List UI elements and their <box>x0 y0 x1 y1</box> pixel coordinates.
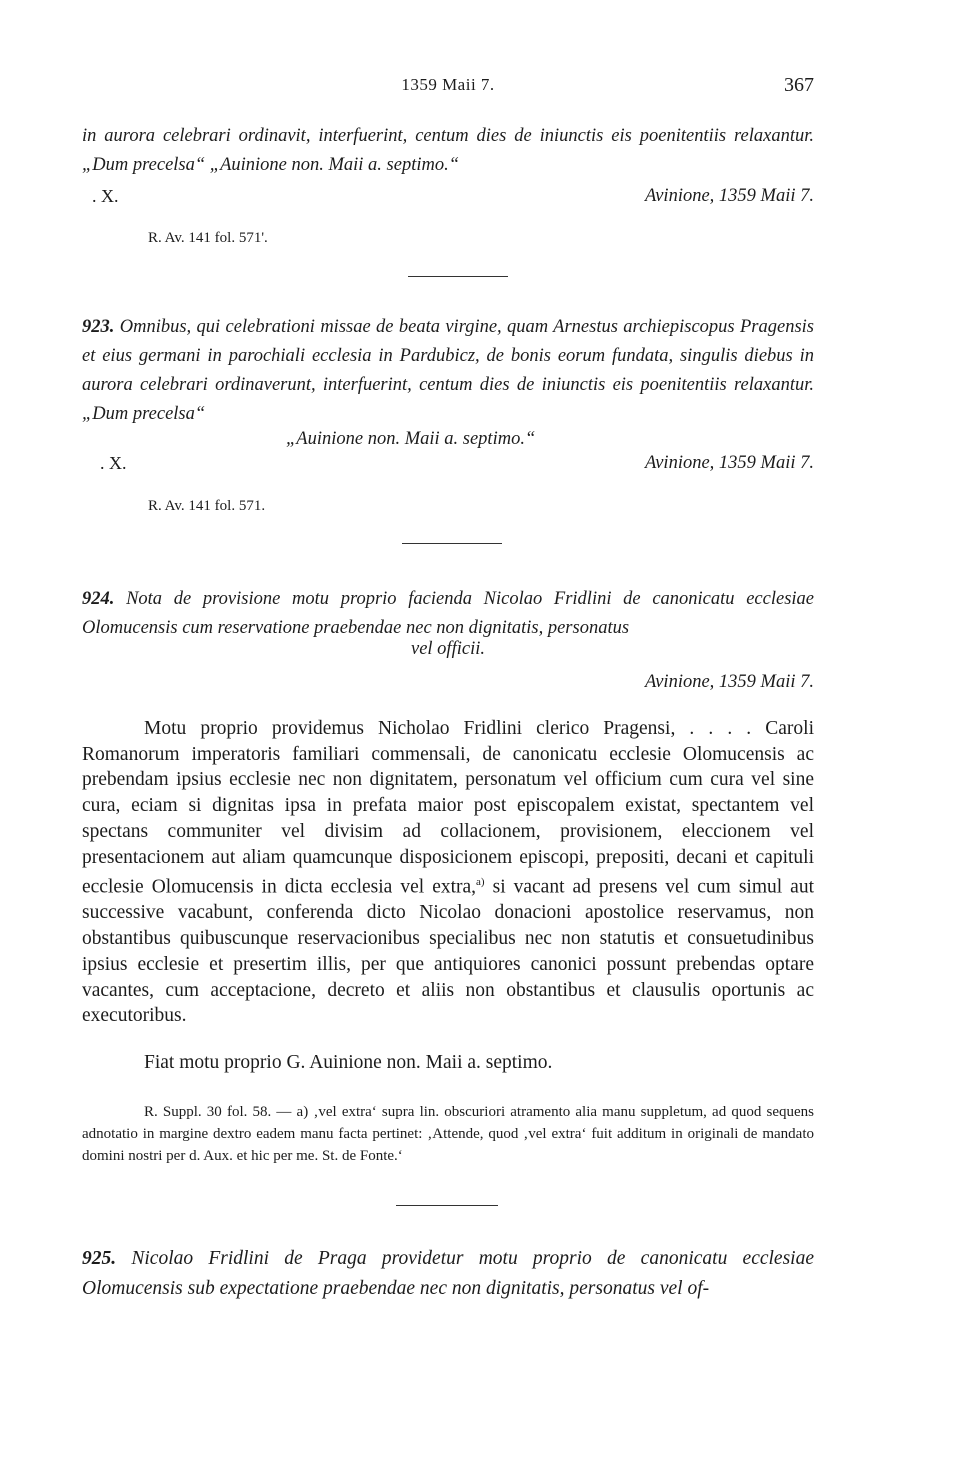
entry-923-text <box>82 313 814 429</box>
prev-entry-text: in aurora celebrari ordinavit, interfuerint, centum dies de iniunctis eis poenitentiis relaxantur. „Dum precelsa“ „Auinione non. Maii a. septimo.“ <box>82 126 814 175</box>
entry-924-title-end: vel officii. <box>411 639 485 659</box>
running-head: 1359 Maii 7. <box>401 75 495 94</box>
prev-entry-mark: . X. <box>92 186 119 206</box>
entry-924-fiat: Fiat motu proprio G. Auinione non. Maii a. septimo. <box>144 1052 553 1073</box>
entry-924-number: 924. <box>82 589 115 609</box>
entry-923-dateline <box>82 453 814 479</box>
prev-entry-source: R. Av. 141 fol. 571'. <box>148 230 268 246</box>
prev-entry-dateline <box>82 186 814 212</box>
separator-rule <box>408 276 508 277</box>
entry-924-footnote: R. Suppl. 30 fol. 58. — a) ‚vel extra‘ supra lin. obscuriori atramento alia manu suppletum, ad quod sequens adnotatio in margine dextro eadem manu facta pertinet: ‚Attende, quod ‚vel extra‘ fuit additum in originali de mandato domini nostri per d. Aux. et hic per me. St. de Fonte.‘ <box>82 1104 814 1164</box>
entry-925-number: 925. <box>82 1248 117 1269</box>
entry-923-source: R. Av. 141 fol. 571. <box>148 498 266 514</box>
page-number: 367 <box>784 74 814 96</box>
entry-924-title <box>82 585 814 643</box>
entry-924-body-rest: si vacant ad presens vel cum simul aut successive vacabunt, conferenda dicto Nicolao donacioni apostolice reservamus, non obstantibus quibuscunque reservacionibus specialibus nec non statutis et consuetudinibus ipsius ecclesie et presertim illis, per que antiquiores canonici possunt prebendas optare vacantes, cum acceptacione, decreto et aliis non obstantibus et clausulis oportunis ac executoribus. <box>82 876 815 1027</box>
entry-923-number: 923. <box>82 317 115 337</box>
entry-924-place-date: Avinione, 1359 Maii 7. <box>644 672 814 692</box>
prev-entry-place-date: Avinione, 1359 Maii 7. <box>644 186 814 206</box>
entry-925-title <box>82 1244 814 1304</box>
footnote-ref: a) <box>476 876 485 889</box>
separator-rule <box>396 1205 498 1206</box>
entry-923-place-date: Avinione, 1359 Maii 7. <box>644 453 814 473</box>
entry-923-mark: . X. <box>100 453 127 473</box>
entry-924-body-text: Motu proprio providemus Nicholao Fridlini clerico Pragensi, . . . . Caroli Romanorum imperatoris familiari commensali, de canonicatu ecclesie Olomucensis ac prebendam ipsius ecclesie nec non dignitatem, personatum vel officium cum cura vel sine cura, eciam si dignitas ipsa in prefata maior post episcopalem existat, spectantem vel spectans communiter vel divisim ad collacionem, provisionem, eleccionem vel presentacionem aut aliam quamcunque disposicionem episcopi, prepositi, decani et capituli ecclesie Olomucensis in dicta ecclesia vel <box>82 718 814 898</box>
entry-923-datum: „Auinione non. Maii a. septimo.“ <box>286 429 536 449</box>
entry-924-body <box>82 716 814 1029</box>
entry-923-body: Omnibus, qui celebrationi missae de beata virgine, quam Arnestus archiepiscopus Pragensis et eius germani in parochiali ecclesia in Pardubicz, de bonis eorum fundata, singulis diebus in aurora celebrari ordinaverunt, interfuerint, centum dies de iniunctis eis poenitentiis relaxantur. „Dum precelsa“ <box>82 317 814 424</box>
entry-924-body-extra: extra, <box>432 876 477 898</box>
separator-rule <box>402 543 502 544</box>
entry-925-title-text: Nicolao Fridlini de Praga providetur motu proprio de canonicatu ecclesiae Olomucensis sub expectatione praebendae nec non dignitatis, personatus vel of- <box>82 1248 814 1299</box>
entry-924-title-text: Nota de provisione motu proprio facienda Nicolao Fridlini de canonicatu ecclesiae Olomucensis cum reservatione praebendae nec non dignitatis, personatus <box>82 589 815 638</box>
